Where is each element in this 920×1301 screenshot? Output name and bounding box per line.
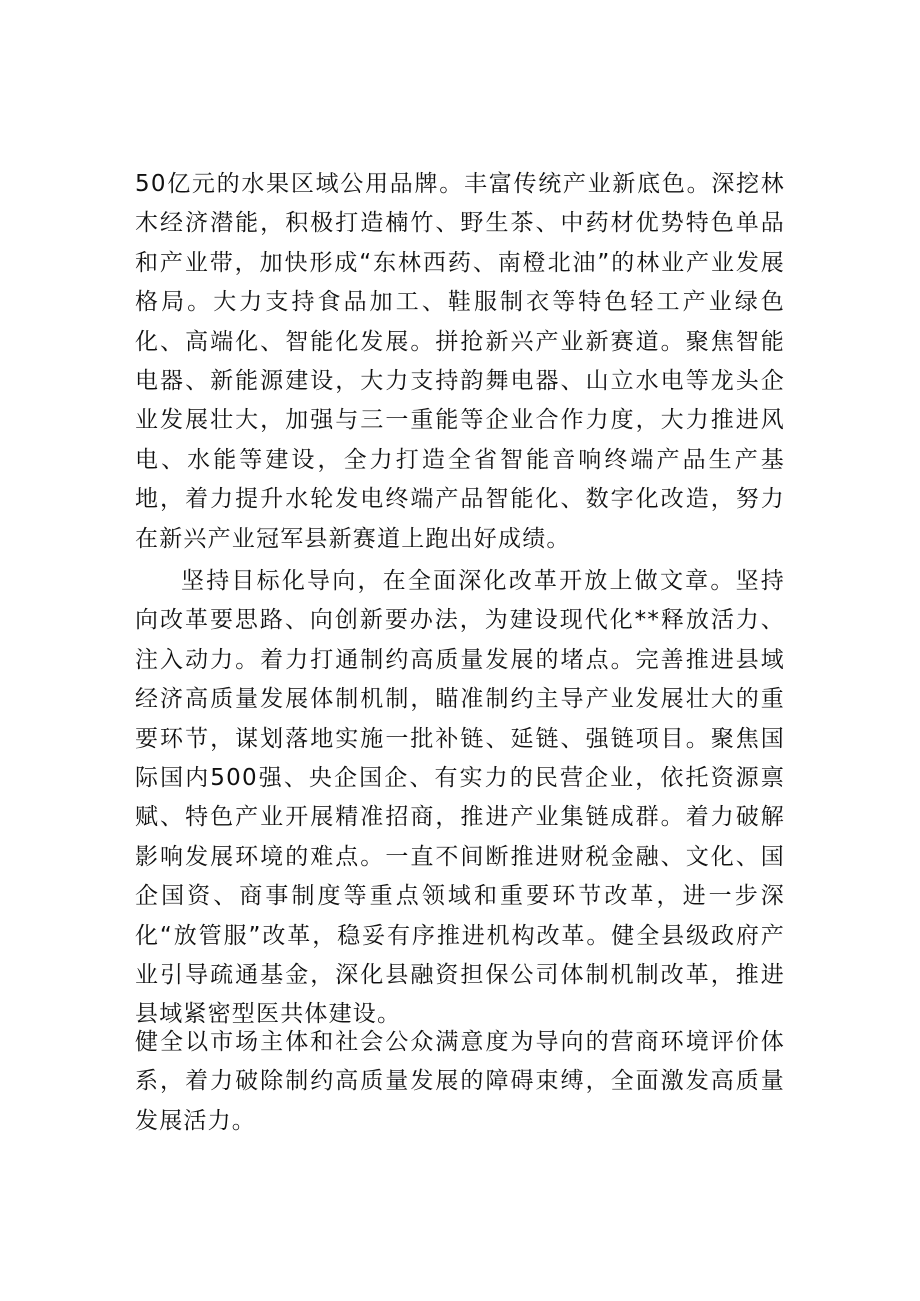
paragraph-business-environment: 健全以市场主体和社会公众满意度为导向的营商环境评价体系，着力破除制约高质量发展的障碍束缚，全面激发高质量发展活力。 <box>135 1029 785 1134</box>
paragraph-industry: 50亿元的水果区域公用品牌。丰富传统产业新底色。深挖林木经济潜能，积极打造楠竹、野生茶、中药材优势特色单品和产业带，加快形成“东林西药、南橙北油”的林业产业发展格局。大力支持食品加工、鞋服制衣等特色轻工产业绿色化、高端化、智能化发展。拼抢新兴产业新赛道。聚焦智能电器、新能源建设，大力支持韵舞电器、山立水电等龙头企业发展壮大，加强与三一重能等企业合作力度，大力推进风电、水能等建设，全力打造全省智能音响终端产品生产基地，着力提升水轮发电终端产品智能化、数字化改造，努力在新兴产业冠军县新赛道上跑出好成绩。 <box>135 171 785 552</box>
paragraph-reform: 坚持目标化导向，在全面深化改革开放上做文章。坚持向改革要思路、向创新要办法，为建设现代化**释放活力、注入动力。着力打通制约高质量发展的堵点。完善推进县域经济高质量发展体制机制，瞄准制约主导产业发展壮大的重要环节，谋划落地实施一批补链、延链、强链项目。聚焦国际国内500强、央企国企、有实力的民营企业，依托资源禀赋、特色产业开展精准招商，推进产业集链成群。着力破解影响发展环境的难点。一直不间断推进财税金融、文化、国企国资、商事制度等重点领域和重要环节改革，进一步深化“放管服”改革，稳妥有序推进机构改革。健全县级政府产业引导疏通基金，深化县融资担保公司体制机制改革，推进县域紧密型医共体建设。 <box>135 568 785 1028</box>
